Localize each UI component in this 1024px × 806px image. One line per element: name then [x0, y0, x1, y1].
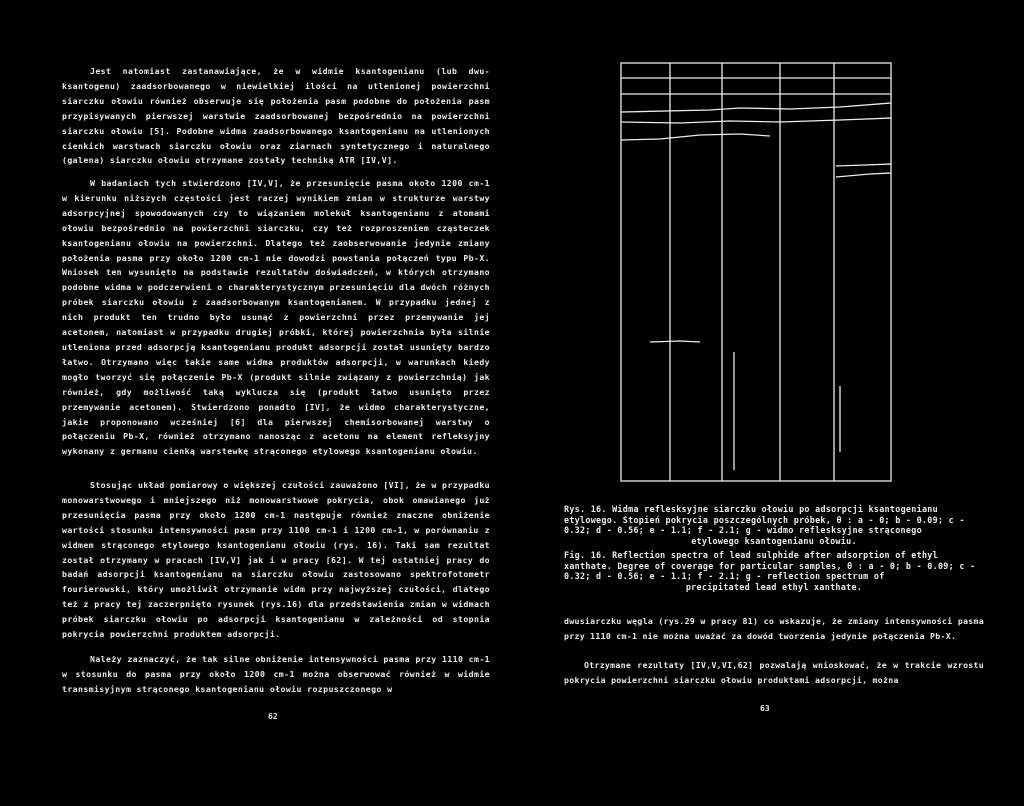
paragraph-3: Stosując układ pomiarowy o większej czułości zauważono [VI], że w przypadku monowarstwowego i mniejszego niż monowarstwowe pokrycia, obok omawianego już przesunięcia pasma przy około 1200 cm-1 następuje również znaczne obniżenie wartości stosunku intensywności pasm przy 1100 cm-1 i 1200 cm-1, w porównaniu z widmem strąconego etylowego ksantogenianu ołowiu (rys. 16). Taki sam rezultat został otrzymany w pracach [IV,V] jak i w pracy [62]. W tej ostatniej pracy do badań adsorpcji ksantogenianu na siarczku ołowiu zastosowano spektrofotometr fourierowski, który umożliwił otrzymanie widm przy najwyższej czułości, dlatego też z pracy tej zaczerpnięto rysunek (rys.16) dla przedstawienia zmian w widmach próbek siarczku ołowiu po adsorpcji ksantogenianu w zależności od stopnia pokrycia powierzchni produktem adsorpcji. — [62, 480, 490, 640]
caption-polish-label: Rys. 16. — [564, 504, 607, 514]
caption-english-last-line: precipitated lead ethyl xanthate. — [685, 581, 863, 592]
reflection-spectra-figure — [620, 62, 892, 482]
caption-english — [564, 550, 984, 592]
spectrum-trace-b — [621, 118, 891, 123]
right-paragraph-1: dwusiarczku węgla (rys.29 w pracy 81) co wskazuje, że zmiany intensywności pasma przy 1110 cm-1 nie można uważać za dowód tworzenia jedynie połączenia Pb-X. — [564, 616, 984, 641]
spectrum-trace-f — [650, 341, 700, 342]
caption-english-label: Fig. 16. — [564, 550, 607, 560]
paragraph-1: Jest natomiast zastanawiające, że w widmie ksantogenianu (lub dwu-ksantogenu) zaadsorbowanego w niewielkiej ilości na utlenionej powierzchni siarczku ołowiu również obserwuje się położenia pasm podobne do położenia pasm przypisywanych pierwszej warstwie zaadsorbowanej bezpośrednio na powierzchni siarczku ołowiu [5]. Podobne widma zaadsorbowanego ksantogenianu na utlenionych cienkich warstwach siarczku ołowiu oraz ziarnach syntetycznego i naturalnego (galena) siarczku ołowiu otrzymane zostały techniką ATR [IV,V]. — [62, 66, 490, 166]
spectrum-trace-e — [836, 173, 891, 177]
caption-polish-text: Widma reflesksyjne siarczku ołowiu po adsorpcji ksantogenianu etylowego. Stopień pokrycia poszczególnych próbek, θ : a - 0; b - 0.09; c - 0.32; d - 0.56; e - 1.1; f - 2.1; g - widmo reflesksyjne strąconego — [564, 504, 965, 536]
paragraph-2: W badaniach tych stwierdzono [IV,V], że przesunięcie pasma około 1200 cm-1 w kierunku niższych częstości jest raczej wynikiem zmian w strukturze warstwy adsorpcyjnej spowodowanych czy to wiązaniem molekuł ksantogenianu z atomami ołowiu bezpośrednio na powierzchni siarczku, czy też rozproszeniem cząsteczek ksantogenianu ołowiu na powierzchni. Dlatego też zaobserwowanie jedynie zmiany położenia pasma przy około 1200 cm-1 nie dowodzi powstania połączeń typu Pb-X. Wniosek ten wysunięto na podstawie rezultatów doświadczeń, w których otrzymano podobne widma w podczerwieni o charakterystycznym przesunięciu dla dwóch różnych próbek siarczku ołowiu z zaadsorbowanym ksantogenianem. W przypadku jednej z nich produkt ten trudno było usunąć z powierzchni przez przemywanie jej acetonem, natomiast w przypadku drugiej próbki, której powierzchnia była silnie utleniona przed adsorpcją ksantogenianu produkt adsorpcji został usunięty bardzo łatwo. Otrzymano więc takie same widma produktów adsorpcji, w warunkach kiedy mogło tworzyć się połączenie Pb-X (produkt silnie związany z powierzchnią) jak również, gdy możliwość taką wyklucza się (produkt łatwo usunięto przez przemywanie acetonem). Stwierdzono ponadto [IV], że widmo charakterystyczne, jakie proponowano wcześniej [6] dla pierwszej chemisorbowanej warstwy o połączeniu Pb-X, również otrzymano nanosząc z acetonu na element refleksyjny wykonany z germanu cienką warstewkę strąconego etylowego ksantogenianu ołowiu. — [62, 178, 490, 457]
right-paragraph-2: Otrzymane rezultaty [IV,V,VI,62] pozwalają wnioskować, że w trakcie wzrostu pokrycia powierzchni siarczku ołowiu produktami adsorpcji, można — [564, 660, 984, 685]
caption-polish-last-line: etylowego ksantogenianu ołowiu. — [691, 535, 857, 546]
spectrum-trace-c — [621, 134, 770, 140]
spectrum-trace-d — [836, 164, 891, 166]
page-number-left: 62 — [268, 712, 278, 721]
caption-english-text: Reflection spectra of lead sulphide after adsorption of ethyl xanthate. Degree of coverage for particular samples, θ : a - 0; b - 0.09; c - 0.32; d - 0.56; e - 1.1; f - 2.1; g - reflection spectrum of — [564, 550, 976, 582]
caption-polish — [564, 504, 984, 546]
page-number-right: 63 — [760, 704, 770, 713]
paragraph-4: Należy zaznaczyć, że tak silne obniżenie intensywności pasma przy 1110 cm-1 w stosunku do pasma przy około 1200 cm-1 można obserwować również w widmie transmisyjnym strąconego ksantogenianu ołowiu rozpuszczonego w — [62, 654, 490, 694]
spectrum-trace-a — [621, 103, 891, 112]
figure-frame — [621, 63, 891, 481]
